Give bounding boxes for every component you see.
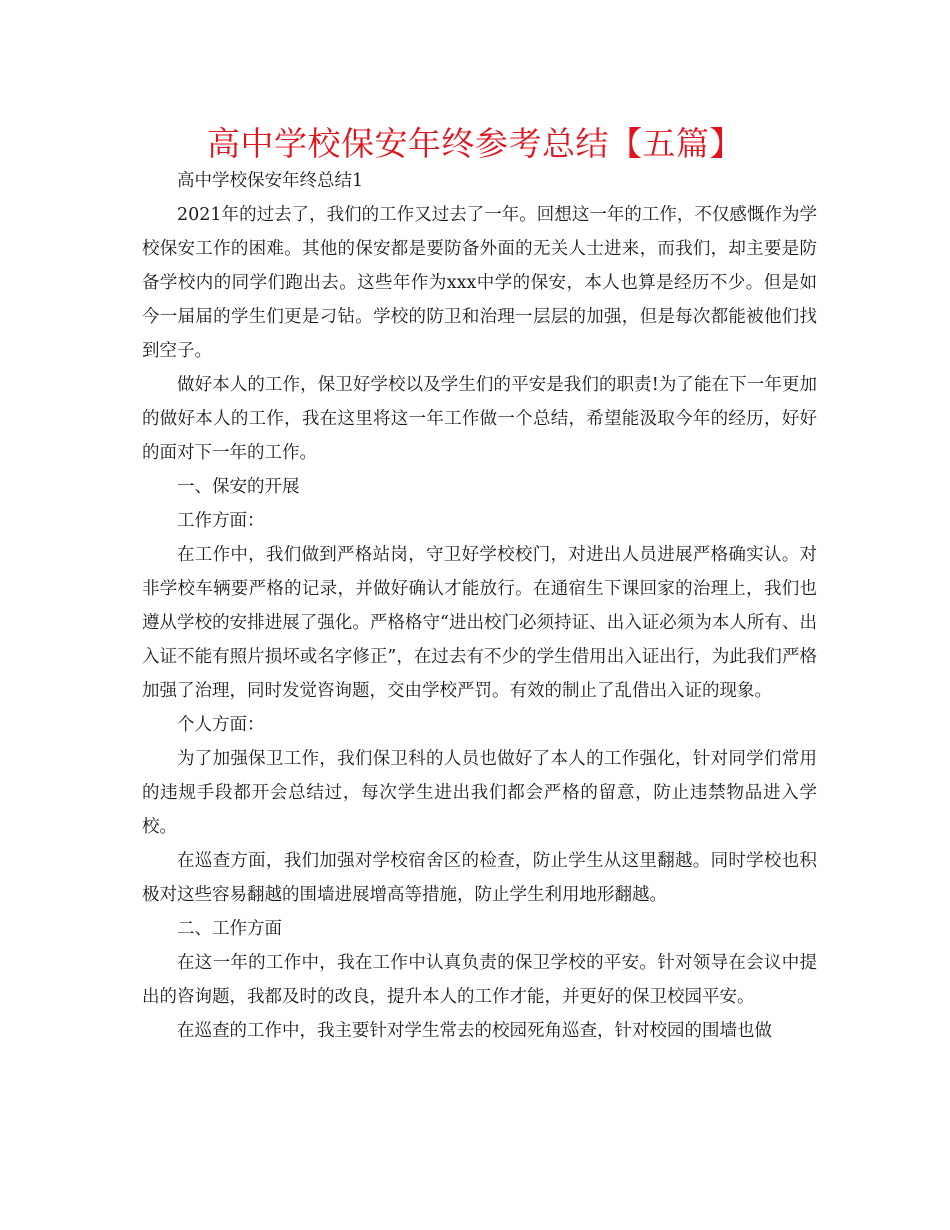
paragraph-work: 在工作中，我们做到严格站岗，守卫好学校校门，对进出人员进展严格确实认。对非学校车辆要严格的记录，并做好确认才能放行。在通宿生下课回家的治理上，我们也遵从学校的安排进展了强化。严格格守“进出校门必须持证、出入证必须为本人所有、出入证不能有照片损坏或名字修正”，在过去有不少的学生借用出入证出行，为此我们严格加强了治理，同时发觉咨询题，交由学校严罚。有效的制止了乱借出入证的现象。 — [142, 545, 817, 701]
subheading-personal: 个人方面： — [177, 715, 265, 735]
section-heading-1: 一、保安的开展 — [177, 477, 300, 497]
paragraph-personal-1: 为了加强保卫工作，我们保卫科的人员也做好了本人的工作强化，针对同学们常用的违规手段都开会总结过，每次学生进出我们都会严格的留意，防止违禁物品进入学校。 — [142, 749, 817, 837]
paragraph-intro: 2021年的过去了，我们的工作又过去了一年。回想这一年的工作，不仅感慨作为学校保安工作的困难。其他的保安都是要防备外面的无关人士进来，而我们，却主要是防备学校内的同学们跑出去。这些年作为xxx中学的保安，本人也算是经历不少。但是如今一届届的学生们更是刁钻。学校的防卫和治理一层层的加强，但是每次都能被他们找到空子。 — [142, 205, 817, 361]
document-subtitle: 高中学校保安年终总结1 — [177, 171, 364, 191]
paragraph-section2-1: 在这一年的工作中，我在工作中认真负责的保卫学校的平安。针对领导在会议中提出的咨询题，我都及时的改良，提升本人的工作才能，并更好的保卫校园平安。 — [142, 953, 817, 1007]
subheading-work: 工作方面： — [177, 511, 265, 531]
paragraph-duty: 做好本人的工作，保卫好学校以及学生们的平安是我们的职责!为了能在下一年更加的做好本人的工作，我在这里将这一年工作做一个总结，希望能汲取今年的经历，好好的面对下一年的工作。 — [142, 375, 817, 463]
paragraph-section2-2: 在巡查的工作中，我主要针对学生常去的校园死角巡查，针对校园的围墙也做 — [177, 1021, 772, 1041]
section-heading-2: 二、工作方面 — [177, 919, 282, 939]
paragraph-personal-2: 在巡查方面，我们加强对学校宿舍区的检查，防止学生从这里翻越。同时学校也积极对这些容易翻越的围墙进展增高等措施，防止学生利用地形翻越。 — [142, 851, 817, 905]
document-body — [142, 164, 817, 1048]
document-title: 高中学校保安年终参考总结【五篇】 — [207, 124, 743, 163]
